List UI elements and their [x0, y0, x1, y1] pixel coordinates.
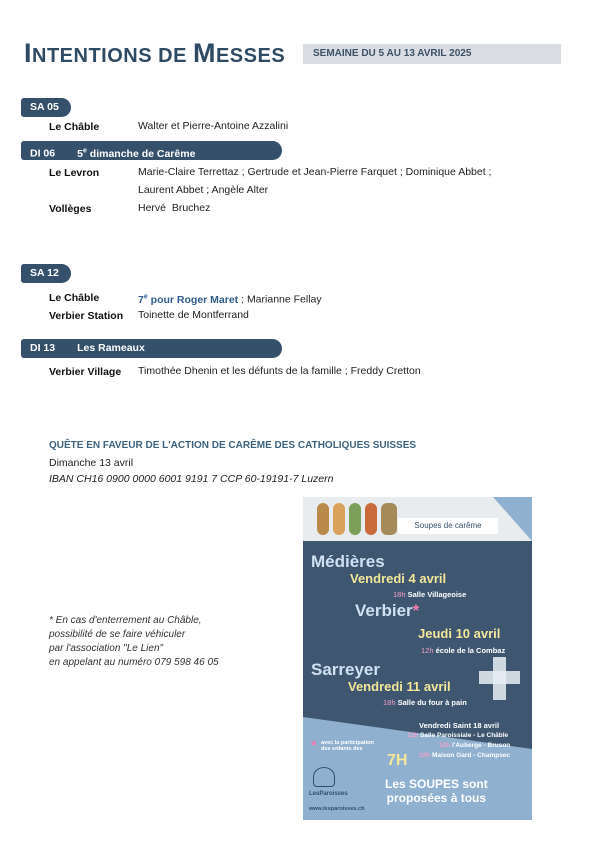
- collect-title: QUÊTE EN FAVEUR DE L'ACTION DE CARÊME DES CATHOLIQUES SUISSES: [49, 440, 417, 451]
- transport-note: [49, 614, 219, 670]
- names-line: Laurent Abbet ; Angèle Alter: [138, 184, 269, 196]
- day-label: [21, 141, 282, 160]
- day-label-text: DI 06: [30, 147, 56, 160]
- place: Vollèges: [49, 203, 92, 215]
- day-label: [21, 98, 71, 117]
- names: Toinette de Montferrand: [138, 309, 249, 321]
- place: Verbier Village: [49, 366, 122, 378]
- collect-date: Dimanche 13 avril: [49, 457, 134, 469]
- poster-triangle: [493, 497, 532, 541]
- poster-city: Sarreyer: [311, 660, 381, 679]
- poster-band: Soupes de carême: [398, 518, 498, 534]
- names: 7e pour Roger Maret ; Marianne Fellay: [138, 293, 322, 306]
- place: Verbier Station: [49, 310, 124, 322]
- day-label-text: SA 05: [30, 101, 59, 113]
- poster-date: Vendredi 11 avril: [348, 679, 451, 694]
- note-line: en appelant au numéro 079 598 46 05: [49, 657, 219, 668]
- place: Le Châble: [49, 121, 100, 133]
- parish-logo-text: LesParoisses: [309, 791, 348, 797]
- poster-hall: 18h Salle du four à pain: [383, 698, 467, 707]
- vegetable-illustration: [365, 503, 377, 535]
- note-line: par l'association "Le Lien": [49, 643, 164, 654]
- day-label: [21, 264, 71, 283]
- title-initial: I: [24, 38, 33, 68]
- cross-icon: [479, 671, 520, 684]
- names: Timothée Dhenin et les défunts de la famille ; Freddy Cretton: [138, 365, 421, 377]
- poster-7h: 7H: [387, 752, 408, 769]
- poster-date: Vendredi 4 avril: [350, 571, 447, 586]
- poster-hall: 12h Salle Paroissiale - Le Châble: [407, 732, 509, 739]
- poster-date: Jeudi 10 avril: [418, 626, 501, 641]
- poster-slogan: Les SOUPES sont proposées à tous: [385, 777, 488, 805]
- poster-hall: 12h Maison Gard - Champsec: [419, 752, 511, 759]
- place: Le Levron: [49, 167, 100, 179]
- participation-star: *: [311, 737, 317, 753]
- vegetable-illustration: [333, 503, 345, 535]
- poster-city: Médières: [311, 552, 385, 571]
- day-subtitle: 5e dimanche de Carême: [77, 147, 196, 160]
- names: Walter et Pierre-Antoine Azzalini: [138, 120, 289, 132]
- poster-city: Verbier*: [355, 601, 420, 620]
- poster-hall: 18h Salle Villageoise: [393, 590, 467, 599]
- vegetable-illustration: [381, 503, 397, 535]
- note-line: possibilité de se faire véhiculer: [49, 629, 186, 640]
- title-initial: M: [192, 38, 216, 68]
- day-label-text: SA 12: [30, 267, 59, 279]
- website: www.lesparoisses.ch: [309, 806, 365, 812]
- participation-text: avec la participation des enfants des: [321, 740, 374, 752]
- title-text: NTENTIONS DE: [32, 45, 193, 67]
- poster-hall: 12h l'Auberge - Bruson: [439, 742, 511, 749]
- vegetable-illustration: [317, 503, 329, 535]
- note-line: * En cas d'enterrement au Châble,: [49, 615, 202, 626]
- place: Le Châble: [49, 292, 100, 304]
- day-label-text: DI 13: [30, 342, 56, 354]
- week-banner: SEMAINE DU 5 AU 13 AVRIL 2025: [303, 44, 561, 64]
- poster-hall: 12h école de la Combaz: [421, 646, 506, 655]
- collect-iban: IBAN CH16 0900 0000 6001 9191 7 CCP 60-19191-7 Luzern: [49, 473, 334, 485]
- intention-link[interactable]: 7e pour Roger Maret: [138, 293, 239, 306]
- vegetable-illustration: [349, 503, 361, 535]
- day-subtitle: Les Rameaux: [77, 342, 145, 354]
- soup-poster: [303, 497, 532, 820]
- names: [138, 163, 491, 199]
- names-line: Marie-Claire Terrettaz ; Gertrude et Jean-Pierre Farquet ; Dominique Abbet ;: [138, 166, 492, 178]
- title-text: ESSES: [215, 45, 286, 67]
- parish-logo-icon: [313, 767, 335, 787]
- page-title: [24, 38, 285, 69]
- day-label: [21, 339, 282, 358]
- poster-date: Vendredi Saint 18 avril: [419, 721, 500, 730]
- names: Hervé Bruchez: [138, 202, 211, 214]
